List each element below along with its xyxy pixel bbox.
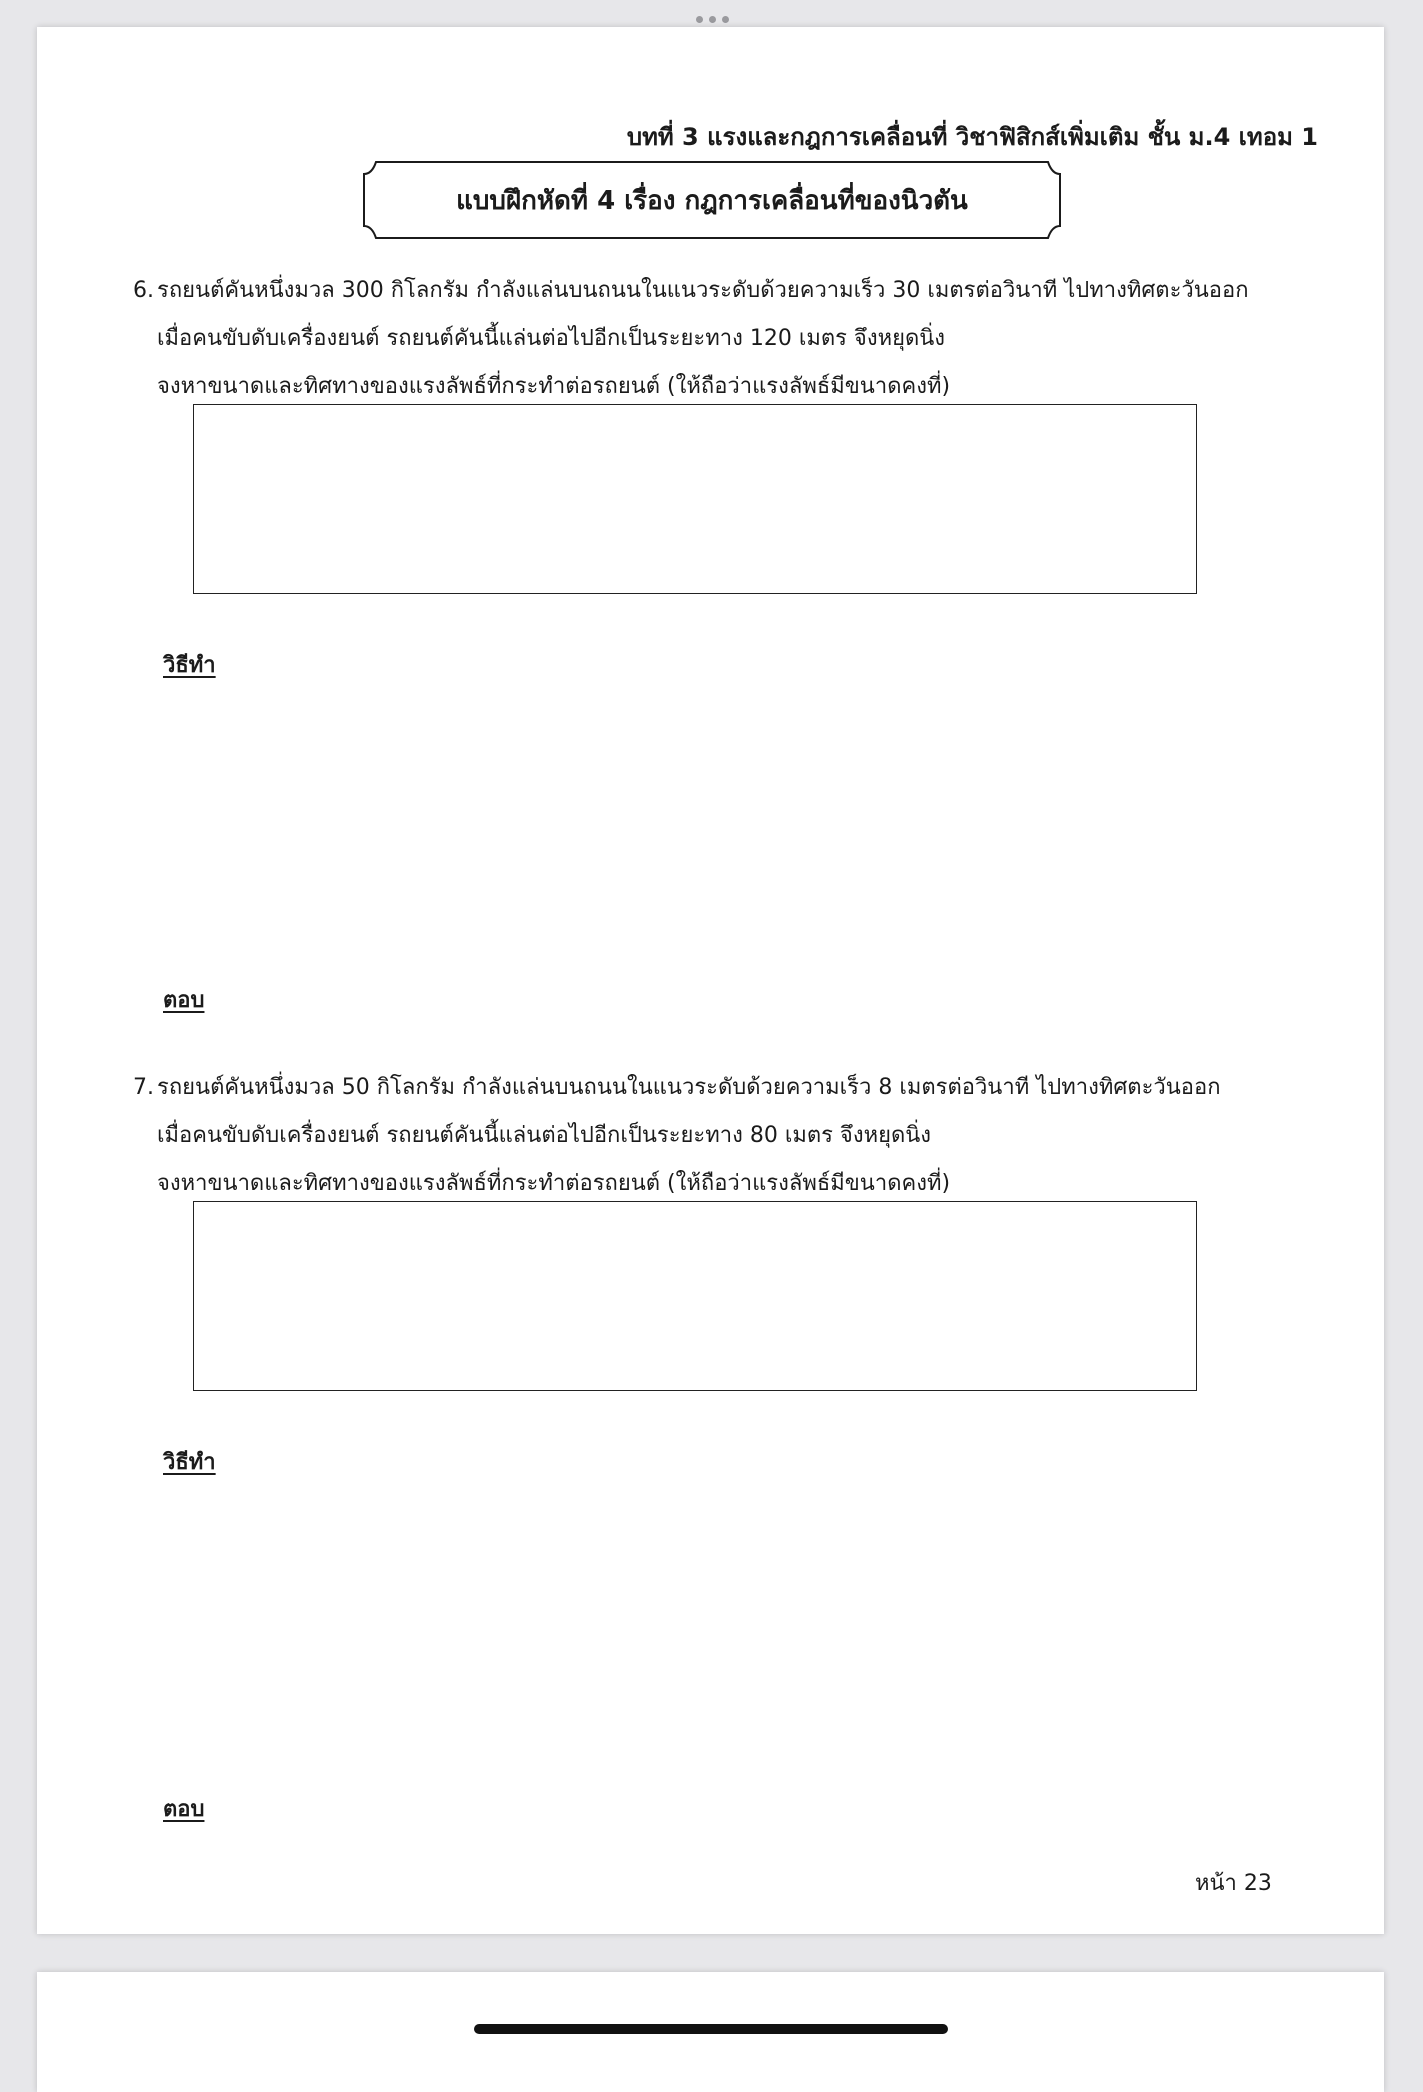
question-text: รถยนต์คันหนึ่งมวล 50 กิโลกรัม กำลังแล่นบนถนนในแนวระดับด้วยความเร็ว 8 เมตรต่อวินาที ไปทางทิศตะวันออก [157, 1075, 1221, 1100]
question-text: รถยนต์คันหนึ่งมวล 300 กิโลกรัม กำลังแล่นบนถนนในแนวระดับด้วยความเร็ว 30 เมตรต่อวินาที ไปทางทิศตะวันออก [157, 278, 1249, 303]
question-7-line-2: เมื่อคนขับดับเครื่องยนต์ รถยนต์คันนี้แล่นต่อไปอีกเป็นระยะทาง 80 เมตร จึงหยุดนิ่ง [157, 1123, 932, 1148]
question-7-method-label: วิธีทำ [163, 1450, 216, 1475]
question-7-line-1 [133, 1064, 1221, 1112]
question-6-line-2: เมื่อคนขับดับเครื่องยนต์ รถยนต์คันนี้แล่นต่อไปอีกเป็นระยะทาง 120 เมตร จึงหยุดนิ่ง [157, 326, 946, 351]
question-6 [133, 267, 1249, 411]
question-7-answer-label: ตอบ [163, 1797, 205, 1822]
question-7 [133, 1064, 1221, 1208]
question-6-answer-label: ตอบ [163, 988, 205, 1013]
chapter-header: บทที่ 3 แรงและกฎการเคลื่อนที่ วิชาฟิสิกส์เพิ่มเติม ชั้น ม.4 เทอม 1 [626, 123, 1318, 151]
question-6-method-label: วิธีทำ [163, 653, 216, 678]
question-7-answer-box[interactable] [193, 1201, 1197, 1391]
worksheet-page[interactable] [37, 27, 1384, 1934]
question-number: 7. [133, 1075, 154, 1100]
question-6-answer-box[interactable] [193, 404, 1197, 594]
more-dots-icon[interactable] [692, 14, 732, 24]
question-6-line-3: จงหาขนาดและทิศทางของแรงลัพธ์ที่กระทำต่อรถยนต์ (ให้ถือว่าแรงลัพธ์มีขนาดคงที่) [157, 374, 951, 399]
page-number: หน้า 23 [1195, 1871, 1272, 1896]
exercise-title-frame [362, 160, 1062, 240]
question-6-line-1 [133, 267, 1249, 315]
home-indicator[interactable] [474, 2024, 948, 2034]
question-7-line-3: จงหาขนาดและทิศทางของแรงลัพธ์ที่กระทำต่อรถยนต์ (ให้ถือว่าแรงลัพธ์มีขนาดคงที่) [157, 1171, 951, 1196]
exercise-title: แบบฝึกหัดที่ 4 เรื่อง กฎการเคลื่อนที่ของนิวตัน [456, 185, 968, 216]
question-number: 6. [133, 278, 154, 303]
